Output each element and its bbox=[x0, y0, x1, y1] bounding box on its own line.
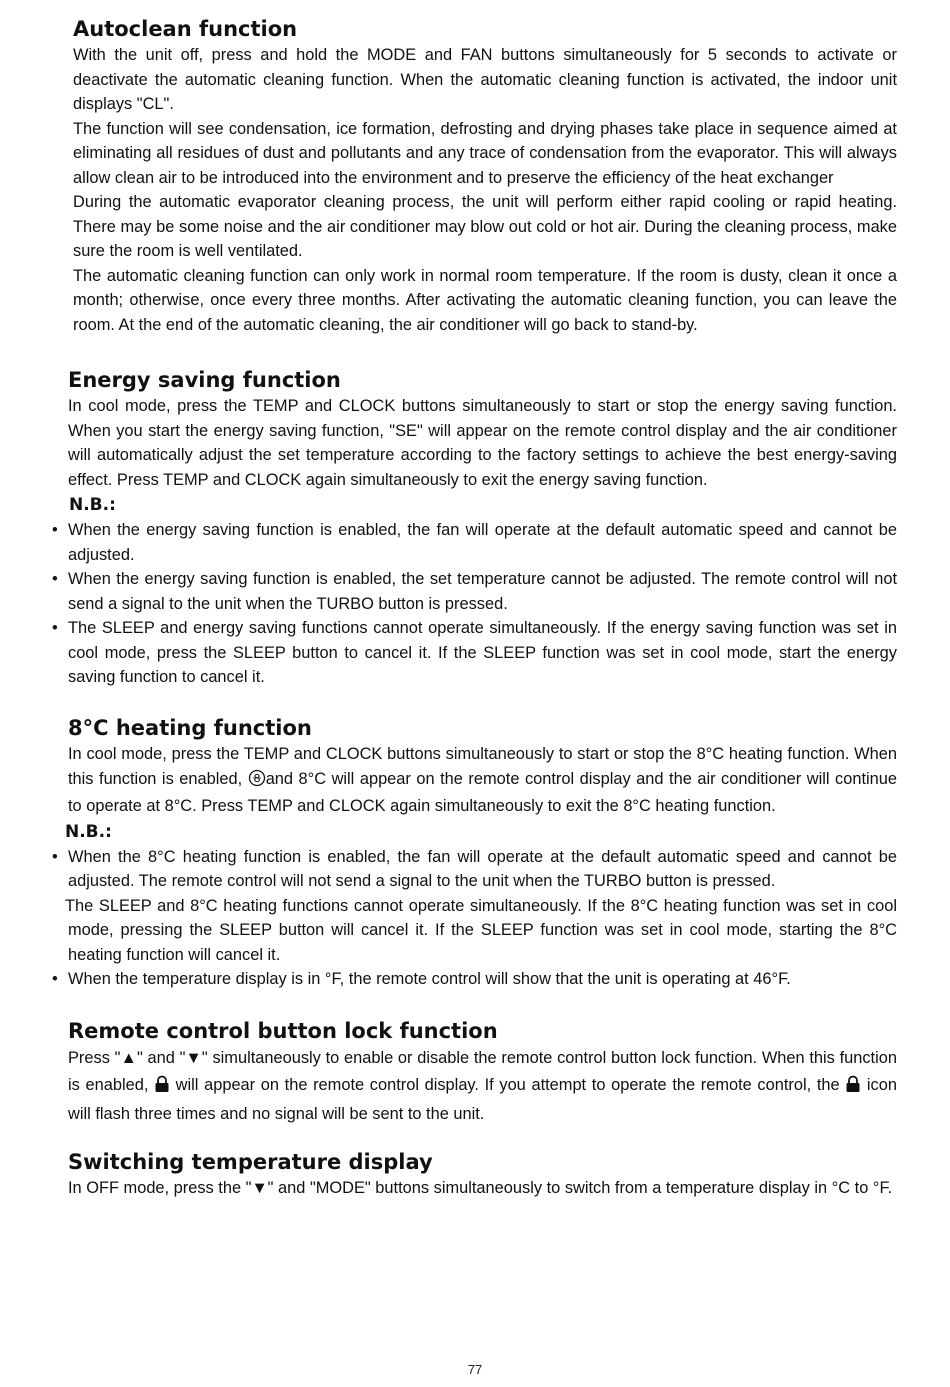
autoclean-paragraph-1: With the unit off, press and hold the MODE and FAN buttons simultaneously for 5 seconds to activate or deactivate the automatic cleaning function. When the automatic cleaning function is activated, the indoor unit displays "CL". bbox=[73, 46, 897, 113]
energy-title: Energy saving function bbox=[68, 368, 341, 392]
autoclean-paragraph-3: During the automatic evaporator cleaning process, the unit will perform either rapid cooling or rapid heating. There may be some noise and the air conditioner may blow out cold or hot air. During the cleaning process, make sure the room is well ventilated. bbox=[73, 193, 897, 260]
lock-icon bbox=[154, 1075, 170, 1102]
autoclean-paragraph-2: The function will see condensation, ice formation, defrosting and drying phases take place in sequence aimed at eliminating all residues of dust and pollutants and any trace of condensation from the evaporator. This will always allow clean air to be introduced into the environment and to preserve the efficiency of the heat exchanger bbox=[73, 119, 897, 187]
heating-section bbox=[65, 715, 897, 992]
lock-section bbox=[68, 1018, 897, 1128]
energy-body: In cool mode, press the TEMP and CLOCK buttons simultaneously to start or stop the energy saving function. When you start the energy saving function, "SE" will appear on the remote control display and the air conditioner will automatically adjust the set temperature according to the factory settings to achieve the best energy-saving effect. Press TEMP and CLOCK again simultaneously to exit the energy saving function. bbox=[68, 397, 897, 489]
heating-plain-paragraph: The SLEEP and 8°C heating functions cannot operate simultaneously. If the 8°C heating function was set in cool mode, pressing the SLEEP button will cancel it. If the SLEEP function was set in cool mode, starting the 8°C heating function will cancel it. bbox=[65, 896, 897, 964]
heating-bullet-list-1 bbox=[52, 845, 897, 894]
list-item: • When the energy saving function is enabled, the fan will operate at the default automatic speed and cannot be adjusted. bbox=[52, 518, 897, 567]
lock-body-part3: icon will flash three times and no signal will be sent to the unit. bbox=[68, 1075, 897, 1123]
lock-body-part2: will appear on the remote control display. If you attempt to operate the remote control, the bbox=[170, 1075, 846, 1094]
svg-text:8: 8 bbox=[253, 771, 261, 785]
lock-body bbox=[68, 1045, 897, 1128]
autoclean-paragraph-4: The automatic cleaning function can only work in normal room temperature. If the room is dusty, clean it once a month; otherwise, once every three months. After activating the automatic cleaning function, you can leave the room. At the end of the automatic cleaning, the air conditioner will go back to stand-by. bbox=[73, 266, 897, 334]
heating-8c-icon bbox=[248, 769, 266, 795]
energy-bullet-list bbox=[52, 518, 897, 690]
heating-nb-label: N.B.: bbox=[65, 821, 112, 842]
list-item: • When the energy saving function is enabled, the set temperature cannot be adjusted. The remote control will not send a signal to the unit when the TURBO button is pressed. bbox=[52, 567, 897, 616]
energy-nb-label: N.B.: bbox=[69, 495, 116, 515]
lock-title: Remote control button lock function bbox=[68, 1019, 498, 1043]
page-number: 77 bbox=[467, 1362, 483, 1377]
temp-display-section bbox=[68, 1149, 897, 1201]
autoclean-section bbox=[73, 16, 897, 337]
energy-section bbox=[68, 367, 897, 690]
heating-body bbox=[68, 742, 897, 819]
list-item: • The SLEEP and energy saving functions cannot operate simultaneously. If the energy saving function was set in cool mode, press the SLEEP button to cancel it. If the SLEEP function was set in cool mode, start the energy saving function to cancel it. bbox=[52, 616, 897, 690]
heating-body-start: In cool mode, press the TEMP and CLOCK buttons simultaneously to start or stop the 8°C heating function. When this function is enabled, bbox=[68, 745, 897, 788]
heating-bullet-list-2 bbox=[52, 967, 897, 992]
autoclean-title: Autoclean function bbox=[73, 17, 298, 41]
list-item: • When the 8°C heating function is enabled, the fan will operate at the default automatic speed and cannot be adjusted. The remote control will not send a signal to the unit when the TURBO button is pressed. bbox=[52, 845, 897, 894]
list-item: • When the temperature display is in °F, the remote control will show that the unit is operating at 46°F. bbox=[52, 967, 897, 992]
lock-body-part1: Press "▲" and "▼" simultaneously to enable or disable the remote control button lock function. When this function is enabled, bbox=[68, 1049, 897, 1094]
heating-body-end: and 8°C will appear on the remote control display and the air conditioner will continue to operate at 8°C. Press TEMP and CLOCK again simultaneously to exit the 8°C heating function. bbox=[68, 769, 897, 815]
lock-icon bbox=[845, 1075, 861, 1102]
temp-display-body: In OFF mode, press the "▼" and "MODE" buttons simultaneously to switch from a temperature display in °C to °F. bbox=[68, 1179, 893, 1197]
heating-title: 8°C heating function bbox=[68, 716, 312, 740]
temp-display-title: Switching temperature display bbox=[68, 1150, 433, 1174]
